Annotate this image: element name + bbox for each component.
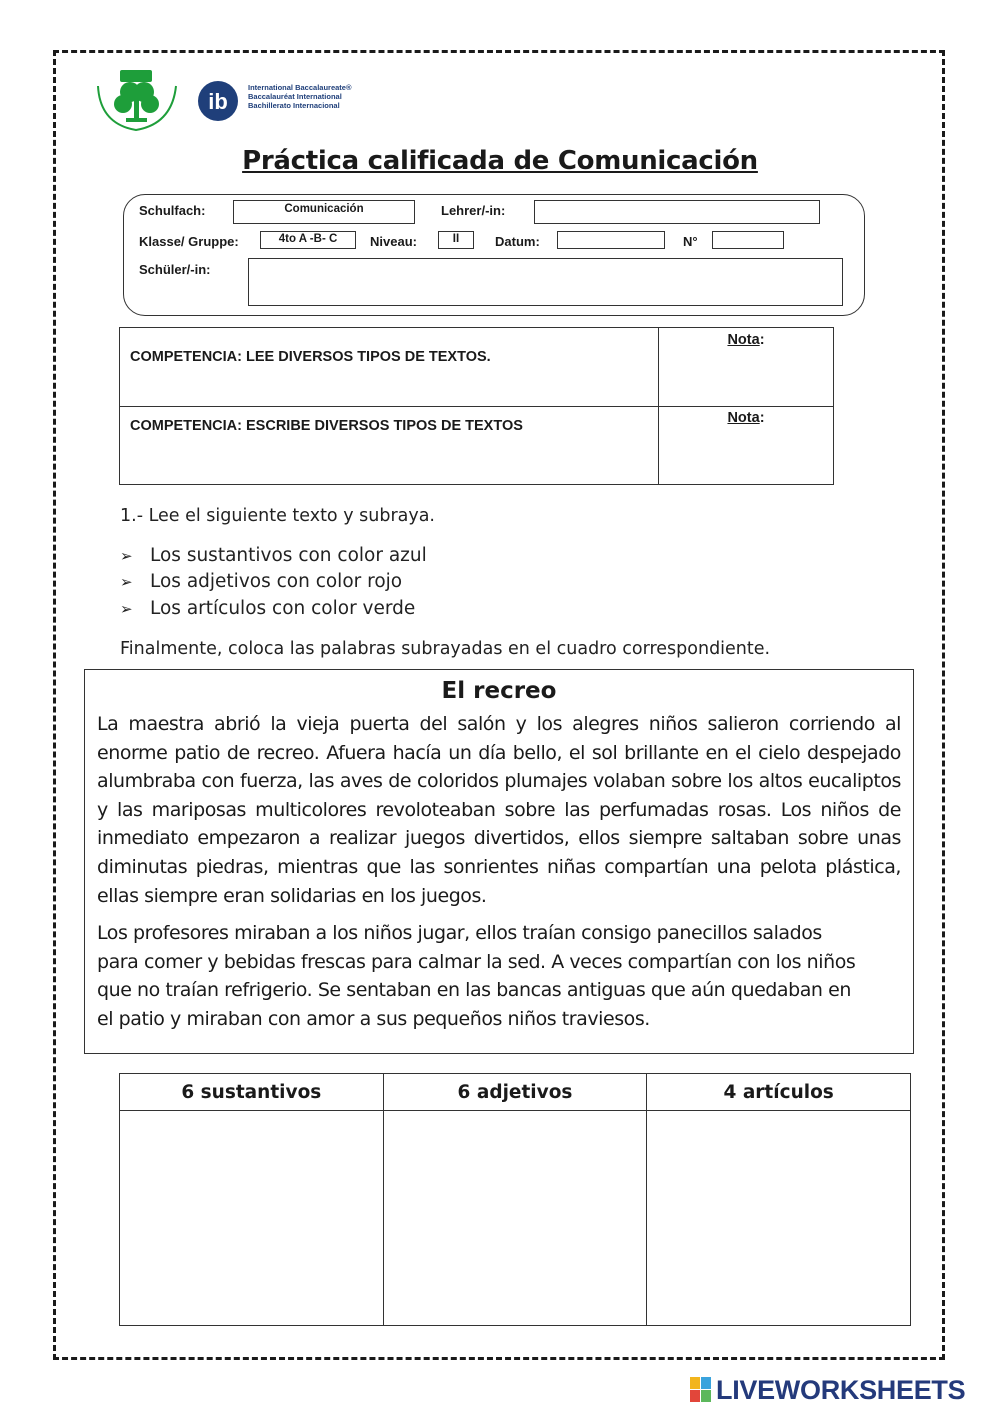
answer-header-row [120, 1074, 911, 1111]
story-line: Los profesores miraban a los niños jugar, ellos traían consigo panecillos salados [97, 922, 822, 944]
instruction-intro: 1.- Lee el siguiente texto y subraya. [120, 506, 435, 526]
brand-text: LIVEWORKSHEETS [716, 1374, 966, 1405]
page-title: Práctica calificada de Comunicación [242, 146, 758, 176]
competency-cell [120, 407, 659, 485]
instruction-closing: Finalmente, coloca las palabras subrayadas en el cuadro correspondiente. [120, 639, 771, 659]
ib-logo [196, 80, 240, 122]
grade-label-suffix: : [759, 332, 765, 348]
arrow-bullet-icon: ➢ [120, 600, 133, 618]
arrow-bullet-icon: ➢ [120, 547, 133, 565]
story-line: que no traían refrigerio. Se sentaban en las bancas antiguas que aún quedaban en [97, 979, 851, 1002]
date-label: Datum: [495, 234, 540, 249]
competency-text: COMPETENCIA: LEE DIVERSOS TIPOS DE TEXTOS. [130, 349, 491, 365]
subject-value: Comunicación [284, 203, 364, 215]
competency-row [120, 328, 834, 407]
liveworksheets-icon [690, 1377, 712, 1403]
ib-wordmark [248, 83, 351, 110]
school-emblem-icon [90, 64, 182, 134]
svg-text:ib: ib [208, 89, 228, 114]
story-box [84, 669, 914, 1054]
teacher-field[interactable] [534, 200, 820, 224]
number-field[interactable] [712, 231, 784, 249]
bullet-text: Los artículos con color verde [150, 598, 416, 619]
subject-field[interactable] [233, 200, 415, 224]
answer-header: 6 adjetivos [383, 1074, 647, 1111]
bullet-text: Los sustantivos con color azul [150, 545, 427, 566]
answer-header: 4 artículos [647, 1074, 911, 1111]
story-paragraph: La maestra abrió la vieja puerta del salón y los alegres niños salieron corriendo al enorme patio de recreo. Afuera hacía un día bello, el sol brillante en el cielo despejado alumbraba con fuerza, las aves de coloridos plumajes volaban sobre los altos eucaliptos y las mariposas multicolores revoloteaban sobre las perfumadas rosas. Los niños de inmediato empezaron a realizar juegos divertidos, ellos siempre saltaban sobre unas diminutas piedras, mientras que las sonrientes niñas compartían una pelota plástica, ellas siempre eran solidarias en los juegos. [97, 713, 901, 907]
class-label: Klasse/ Gruppe: [139, 234, 239, 249]
number-label: N° [683, 234, 698, 249]
grade-label [660, 332, 832, 348]
class-field[interactable] [260, 231, 356, 249]
answer-table [119, 1073, 911, 1326]
class-value: 4to A -B- C [278, 233, 338, 245]
ib-line: Baccalauréat International [248, 92, 342, 101]
liveworksheets-brand[interactable] [690, 1375, 965, 1405]
grade-label-text: Nota [727, 410, 760, 426]
story-line: el patio y miraban con amor a sus pequeños niños traviesos. [97, 1007, 650, 1030]
competency-row [120, 407, 834, 485]
ib-line: International Baccalaureate® [248, 83, 352, 92]
school-logo [90, 64, 182, 134]
teacher-label: Lehrer/-in: [441, 203, 506, 218]
bullet-item [120, 598, 415, 619]
arrow-bullet-icon: ➢ [120, 573, 133, 591]
bullet-item [120, 571, 402, 592]
grade-label-text: Nota [727, 332, 760, 348]
grade-cell[interactable] [659, 328, 834, 407]
story-line: para comer y bebidas frescas para calmar la sed. A veces compartían con los niños [97, 950, 856, 973]
competency-cell [120, 328, 659, 407]
grade-cell[interactable] [659, 407, 834, 485]
story-paragraph [97, 919, 901, 1033]
student-label: Schüler/-in: [139, 262, 211, 277]
answer-row [120, 1111, 911, 1326]
answer-header: 6 sustantivos [120, 1074, 384, 1111]
student-field[interactable] [248, 258, 843, 306]
level-label: Niveau: [370, 234, 417, 249]
grade-label [660, 410, 832, 426]
story-title: El recreo [441, 678, 557, 704]
competency-table [119, 327, 834, 485]
level-value: II [452, 233, 460, 245]
level-field[interactable] [438, 231, 474, 249]
bullet-item [120, 545, 427, 566]
ib-line: Bachillerato Internacional [248, 101, 340, 110]
adjectives-answer-cell[interactable] [383, 1111, 647, 1326]
subject-label: Schulfach: [139, 203, 206, 218]
ib-logo-icon [196, 80, 240, 122]
articles-answer-cell[interactable] [647, 1111, 911, 1326]
grade-label-suffix: : [759, 410, 765, 426]
date-field[interactable] [557, 231, 665, 249]
nouns-answer-cell[interactable] [120, 1111, 384, 1326]
competency-text: COMPETENCIA: ESCRIBE DIVERSOS TIPOS DE TEXTOS [130, 418, 523, 434]
bullet-text: Los adjetivos con color rojo [150, 571, 403, 592]
